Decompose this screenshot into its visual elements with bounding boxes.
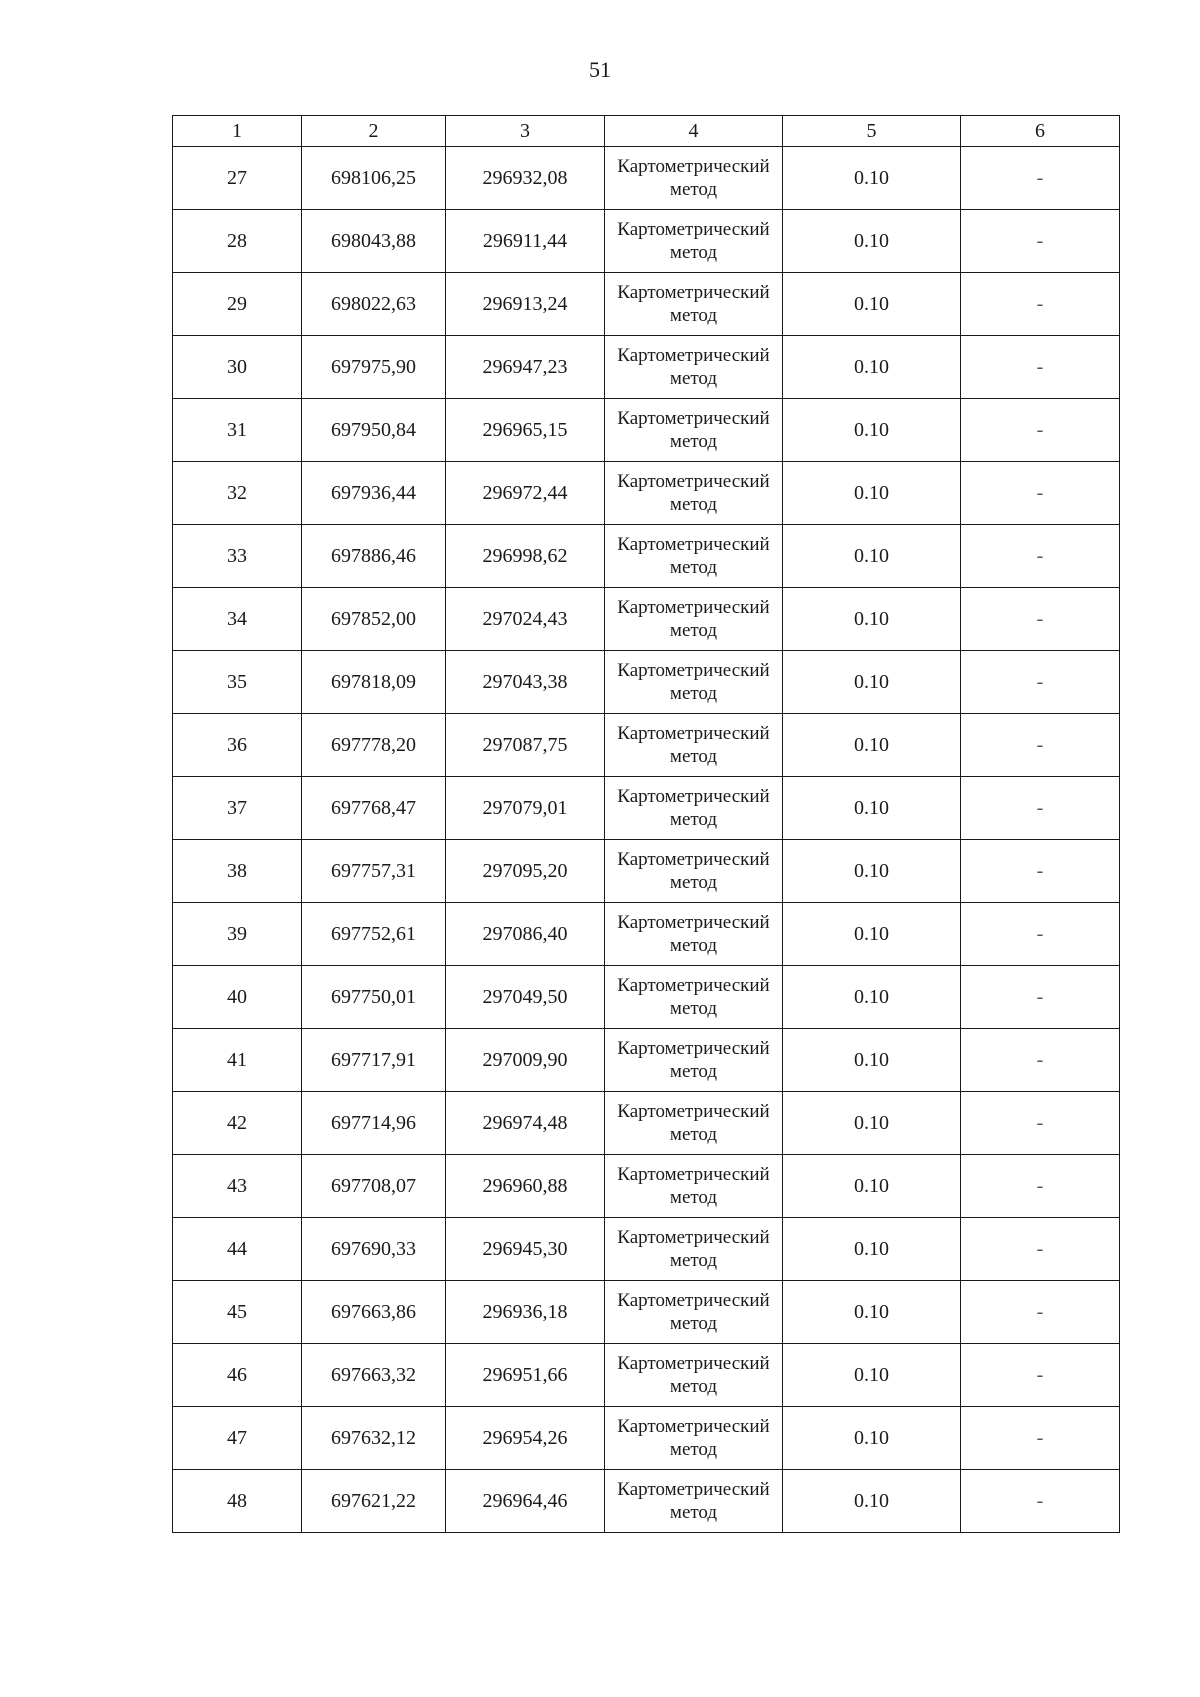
method-text-line-2: метод	[669, 809, 718, 830]
point-number-cell: 47	[173, 1407, 302, 1470]
x-coordinate-cell: 697632,12	[302, 1407, 446, 1470]
method-cell	[605, 1218, 783, 1281]
note-cell: -	[961, 588, 1120, 651]
point-number-cell: 39	[173, 903, 302, 966]
table-row	[173, 903, 1120, 966]
note-cell: -	[961, 1155, 1120, 1218]
point-number-cell: 33	[173, 525, 302, 588]
method-text-line-1: Картометрический	[617, 786, 770, 807]
table-row	[173, 336, 1120, 399]
y-coordinate-cell: 296945,30	[446, 1218, 605, 1281]
accuracy-cell: 0.10	[783, 1218, 961, 1281]
y-coordinate-cell: 297024,43	[446, 588, 605, 651]
table-row	[173, 273, 1120, 336]
method-text-line-2: метод	[669, 494, 718, 515]
x-coordinate-cell: 697936,44	[302, 462, 446, 525]
method-cell	[605, 273, 783, 336]
y-coordinate-cell: 296964,46	[446, 1470, 605, 1533]
table-row	[173, 1470, 1120, 1533]
x-coordinate-cell: 697886,46	[302, 525, 446, 588]
method-cell	[605, 777, 783, 840]
table-row	[173, 651, 1120, 714]
note-cell: -	[961, 462, 1120, 525]
method-text-line-2: метод	[669, 1502, 718, 1523]
method-cell	[605, 210, 783, 273]
note-cell: -	[961, 336, 1120, 399]
method-text-line-2: метод	[669, 1313, 718, 1334]
point-number-cell: 27	[173, 147, 302, 210]
method-text-line-2: метод	[669, 1187, 718, 1208]
header-row	[173, 116, 1120, 147]
note-cell: -	[961, 966, 1120, 1029]
method-text-line-2: метод	[669, 935, 718, 956]
y-coordinate-cell: 297079,01	[446, 777, 605, 840]
header-cell-6: 6	[961, 116, 1120, 147]
header-cell-2: 2	[302, 116, 446, 147]
table-row	[173, 1029, 1120, 1092]
x-coordinate-cell: 698106,25	[302, 147, 446, 210]
y-coordinate-cell: 296947,23	[446, 336, 605, 399]
point-number-cell: 29	[173, 273, 302, 336]
x-coordinate-cell: 697778,20	[302, 714, 446, 777]
table-body	[173, 147, 1120, 1533]
x-coordinate-cell: 698022,63	[302, 273, 446, 336]
table-row	[173, 1155, 1120, 1218]
y-coordinate-cell: 296998,62	[446, 525, 605, 588]
x-coordinate-cell: 697852,00	[302, 588, 446, 651]
table-row	[173, 210, 1120, 273]
method-text-line-2: метод	[669, 683, 718, 704]
x-coordinate-cell: 697621,22	[302, 1470, 446, 1533]
table-row	[173, 1281, 1120, 1344]
x-coordinate-cell: 697717,91	[302, 1029, 446, 1092]
method-cell	[605, 588, 783, 651]
method-text-line-2: метод	[669, 1061, 718, 1082]
point-number-cell: 34	[173, 588, 302, 651]
point-number-cell: 44	[173, 1218, 302, 1281]
method-text-line-2: метод	[669, 1124, 718, 1145]
x-coordinate-cell: 697750,01	[302, 966, 446, 1029]
y-coordinate-cell: 296936,18	[446, 1281, 605, 1344]
method-text-line-1: Картометрический	[617, 1101, 770, 1122]
table-row	[173, 1344, 1120, 1407]
y-coordinate-cell: 296932,08	[446, 147, 605, 210]
note-cell: -	[961, 1470, 1120, 1533]
page-number: 51	[589, 57, 611, 82]
point-number-cell: 43	[173, 1155, 302, 1218]
table-row	[173, 1407, 1120, 1470]
method-text-line-2: метод	[669, 179, 718, 200]
method-text-line-1: Картометрический	[617, 723, 770, 744]
x-coordinate-cell: 697690,33	[302, 1218, 446, 1281]
note-cell: -	[961, 1344, 1120, 1407]
table-row	[173, 399, 1120, 462]
coordinates-table	[172, 115, 1120, 1533]
note-cell: -	[961, 1029, 1120, 1092]
table-row	[173, 462, 1120, 525]
note-cell: -	[961, 651, 1120, 714]
note-cell: -	[961, 777, 1120, 840]
y-coordinate-cell: 296911,44	[446, 210, 605, 273]
point-number-cell: 36	[173, 714, 302, 777]
x-coordinate-cell: 697950,84	[302, 399, 446, 462]
method-text-line-1: Картометрический	[617, 1038, 770, 1059]
method-cell	[605, 1029, 783, 1092]
y-coordinate-cell: 296972,44	[446, 462, 605, 525]
point-number-cell: 35	[173, 651, 302, 714]
table-row	[173, 1218, 1120, 1281]
y-coordinate-cell: 297009,90	[446, 1029, 605, 1092]
method-text-line-1: Картометрический	[617, 282, 770, 303]
method-cell	[605, 1470, 783, 1533]
method-text-line-1: Картометрический	[617, 1290, 770, 1311]
x-coordinate-cell: 697663,86	[302, 1281, 446, 1344]
method-text-line-2: метод	[669, 557, 718, 578]
x-coordinate-cell: 697818,09	[302, 651, 446, 714]
method-text-line-1: Картометрический	[617, 156, 770, 177]
note-cell: -	[961, 1407, 1120, 1470]
header-cell-3: 3	[446, 116, 605, 147]
method-cell	[605, 714, 783, 777]
accuracy-cell: 0.10	[783, 1092, 961, 1155]
table-row	[173, 147, 1120, 210]
method-text-line-1: Картометрический	[617, 1353, 770, 1374]
x-coordinate-cell: 697752,61	[302, 903, 446, 966]
accuracy-cell: 0.10	[783, 714, 961, 777]
method-cell	[605, 399, 783, 462]
x-coordinate-cell: 697757,31	[302, 840, 446, 903]
y-coordinate-cell: 297086,40	[446, 903, 605, 966]
method-text-line-1: Картометрический	[617, 534, 770, 555]
point-number-cell: 37	[173, 777, 302, 840]
accuracy-cell: 0.10	[783, 840, 961, 903]
y-coordinate-cell: 296965,15	[446, 399, 605, 462]
table-row	[173, 588, 1120, 651]
accuracy-cell: 0.10	[783, 1155, 961, 1218]
accuracy-cell: 0.10	[783, 1029, 961, 1092]
note-cell: -	[961, 525, 1120, 588]
accuracy-cell: 0.10	[783, 1470, 961, 1533]
accuracy-cell: 0.10	[783, 147, 961, 210]
method-cell	[605, 651, 783, 714]
accuracy-cell: 0.10	[783, 525, 961, 588]
method-text-line-2: метод	[669, 872, 718, 893]
method-cell	[605, 462, 783, 525]
method-text-line-1: Картометрический	[617, 408, 770, 429]
accuracy-cell: 0.10	[783, 588, 961, 651]
accuracy-cell: 0.10	[783, 777, 961, 840]
point-number-cell: 45	[173, 1281, 302, 1344]
header-cell-4: 4	[605, 116, 783, 147]
method-text-line-1: Картометрический	[617, 1227, 770, 1248]
method-text-line-1: Картометрический	[617, 219, 770, 240]
x-coordinate-cell: 697663,32	[302, 1344, 446, 1407]
method-cell	[605, 1155, 783, 1218]
method-text-line-1: Картометрический	[617, 1416, 770, 1437]
note-cell: -	[961, 903, 1120, 966]
table-row	[173, 1092, 1120, 1155]
x-coordinate-cell: 698043,88	[302, 210, 446, 273]
note-cell: -	[961, 714, 1120, 777]
method-text-line-1: Картометрический	[617, 912, 770, 933]
y-coordinate-cell: 297043,38	[446, 651, 605, 714]
accuracy-cell: 0.10	[783, 210, 961, 273]
table-row	[173, 777, 1120, 840]
note-cell: -	[961, 210, 1120, 273]
note-cell: -	[961, 147, 1120, 210]
accuracy-cell: 0.10	[783, 1344, 961, 1407]
header-cell-5: 5	[783, 116, 961, 147]
y-coordinate-cell: 297095,20	[446, 840, 605, 903]
method-cell	[605, 903, 783, 966]
x-coordinate-cell: 697975,90	[302, 336, 446, 399]
method-text-line-1: Картометрический	[617, 975, 770, 996]
point-number-cell: 41	[173, 1029, 302, 1092]
accuracy-cell: 0.10	[783, 1407, 961, 1470]
method-cell	[605, 336, 783, 399]
point-number-cell: 38	[173, 840, 302, 903]
method-cell	[605, 966, 783, 1029]
note-cell: -	[961, 1281, 1120, 1344]
method-text-line-1: Картометрический	[617, 597, 770, 618]
table-row	[173, 525, 1120, 588]
point-number-cell: 28	[173, 210, 302, 273]
method-text-line-2: метод	[669, 746, 718, 767]
method-text-line-2: метод	[669, 620, 718, 641]
method-text-line-2: метод	[669, 242, 718, 263]
method-text-line-1: Картометрический	[617, 1164, 770, 1185]
method-cell	[605, 1407, 783, 1470]
table-row	[173, 840, 1120, 903]
y-coordinate-cell: 296960,88	[446, 1155, 605, 1218]
method-text-line-1: Картометрический	[617, 471, 770, 492]
method-text-line-2: метод	[669, 305, 718, 326]
method-cell	[605, 840, 783, 903]
point-number-cell: 42	[173, 1092, 302, 1155]
note-cell: -	[961, 1092, 1120, 1155]
method-text-line-1: Картометрический	[617, 849, 770, 870]
y-coordinate-cell: 296913,24	[446, 273, 605, 336]
point-number-cell: 48	[173, 1470, 302, 1533]
table-row	[173, 714, 1120, 777]
note-cell: -	[961, 840, 1120, 903]
accuracy-cell: 0.10	[783, 966, 961, 1029]
accuracy-cell: 0.10	[783, 651, 961, 714]
x-coordinate-cell: 697714,96	[302, 1092, 446, 1155]
point-number-cell: 31	[173, 399, 302, 462]
x-coordinate-cell: 697768,47	[302, 777, 446, 840]
point-number-cell: 32	[173, 462, 302, 525]
method-text-line-2: метод	[669, 1376, 718, 1397]
y-coordinate-cell: 297087,75	[446, 714, 605, 777]
method-text-line-2: метод	[669, 368, 718, 389]
accuracy-cell: 0.10	[783, 336, 961, 399]
y-coordinate-cell: 296974,48	[446, 1092, 605, 1155]
point-number-cell: 40	[173, 966, 302, 1029]
note-cell: -	[961, 273, 1120, 336]
method-text-line-1: Картометрический	[617, 1479, 770, 1500]
y-coordinate-cell: 296951,66	[446, 1344, 605, 1407]
method-cell	[605, 1344, 783, 1407]
table-row	[173, 966, 1120, 1029]
accuracy-cell: 0.10	[783, 273, 961, 336]
accuracy-cell: 0.10	[783, 462, 961, 525]
note-cell: -	[961, 1218, 1120, 1281]
method-cell	[605, 525, 783, 588]
method-text-line-2: метод	[669, 1250, 718, 1271]
point-number-cell: 46	[173, 1344, 302, 1407]
method-text-line-2: метод	[669, 1439, 718, 1460]
method-cell	[605, 1281, 783, 1344]
method-text-line-2: метод	[669, 998, 718, 1019]
method-cell	[605, 147, 783, 210]
y-coordinate-cell: 297049,50	[446, 966, 605, 1029]
y-coordinate-cell: 296954,26	[446, 1407, 605, 1470]
method-text-line-2: метод	[669, 431, 718, 452]
accuracy-cell: 0.10	[783, 1281, 961, 1344]
point-number-cell: 30	[173, 336, 302, 399]
table-header	[173, 116, 1120, 147]
note-cell: -	[961, 399, 1120, 462]
accuracy-cell: 0.10	[783, 903, 961, 966]
x-coordinate-cell: 697708,07	[302, 1155, 446, 1218]
method-text-line-1: Картометрический	[617, 660, 770, 681]
header-cell-1: 1	[173, 116, 302, 147]
method-text-line-1: Картометрический	[617, 345, 770, 366]
method-cell	[605, 1092, 783, 1155]
accuracy-cell: 0.10	[783, 399, 961, 462]
